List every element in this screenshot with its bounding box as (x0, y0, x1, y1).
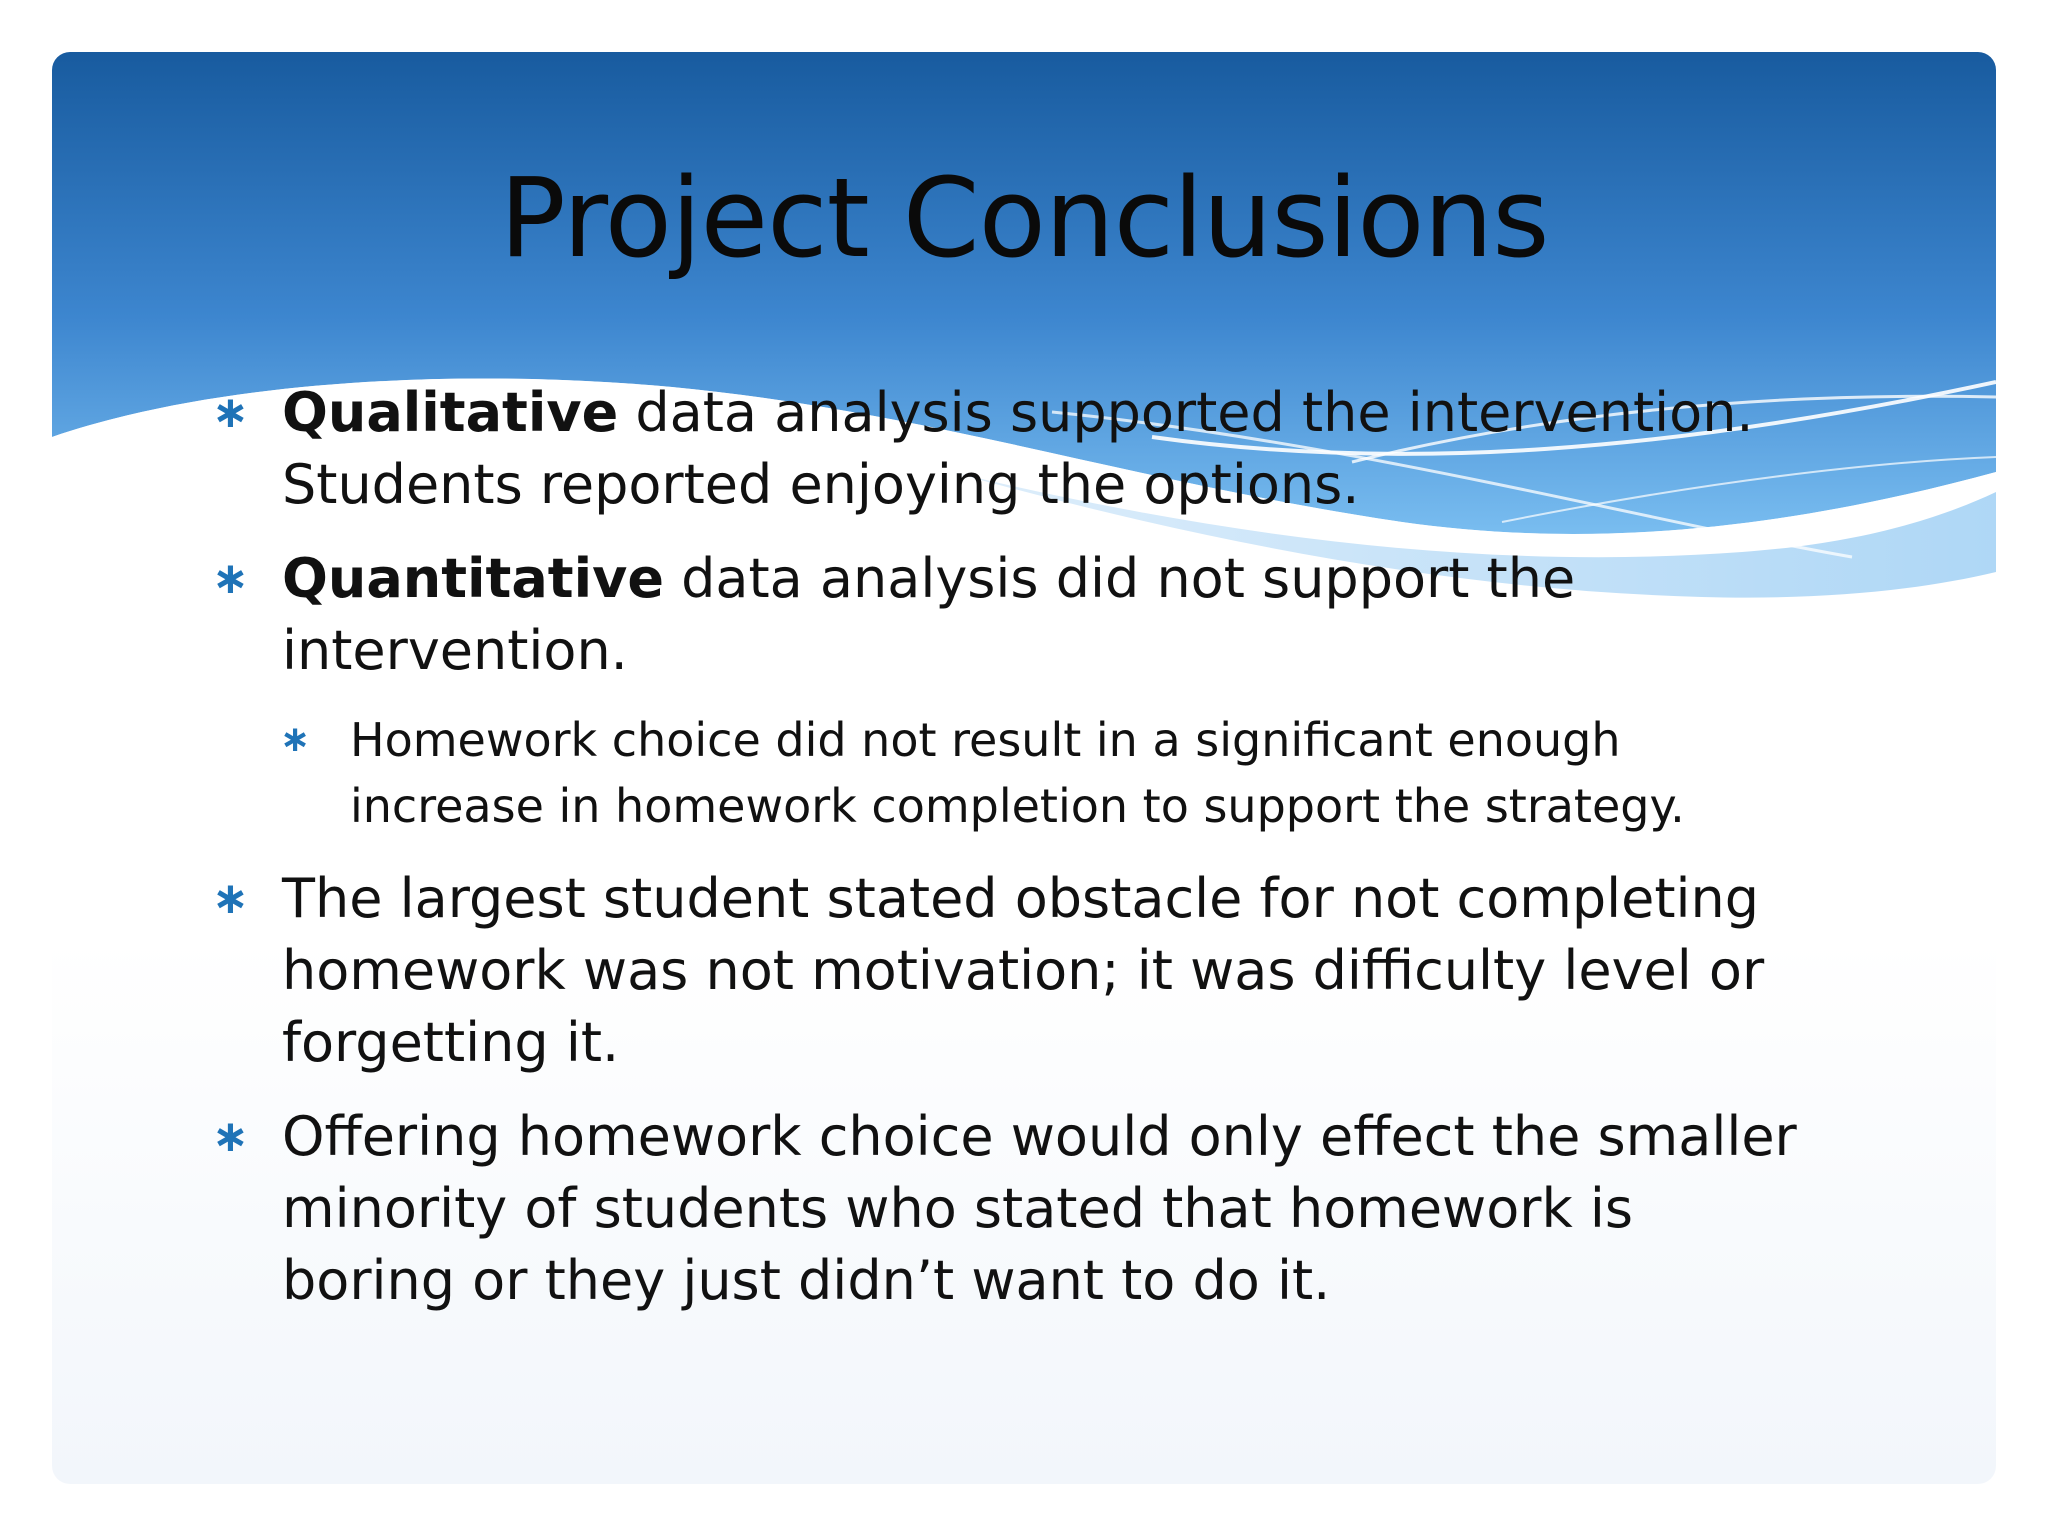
bullet-item-largest-obstacle (212, 863, 1812, 1079)
bullet-asterisk-icon: ∗ (212, 1111, 249, 1162)
bullet-asterisk-icon: ∗ (212, 553, 249, 604)
slide-title: Project Conclusions (499, 154, 1549, 282)
bullet-asterisk-icon: ∗ (212, 873, 249, 924)
bullet-text: data analysis supported the intervention. Students reported enjoying the options. (282, 381, 1754, 516)
bullet-text: The largest student stated obstacle for not completing homework was not motivation; it was difficulty level or forgetting it. (282, 867, 1765, 1074)
bullet-strong-text: Qualitative (282, 381, 619, 444)
bullet-asterisk-icon: ∗ (212, 387, 249, 438)
bullet-list (212, 377, 1812, 1339)
bullet-item-offering-choice (212, 1101, 1812, 1317)
bullet-asterisk-icon: ∗ (280, 719, 311, 760)
bullet-text: Offering homework choice would only effect the smaller minority of students who stated that homework is boring or they just didn’t want to do it. (282, 1105, 1797, 1312)
bullet-strong-text: Quantitative (282, 547, 664, 610)
slide (52, 52, 1996, 1484)
sub-bullet-item-homework-choice (212, 707, 1812, 839)
bullet-text: Homework choice did not result in a significant enough increase in homework completion to support the strategy. (350, 713, 1685, 833)
bullet-item-qualitative (212, 377, 1812, 521)
bullet-text: data analysis did not support the intervention. (282, 547, 1576, 682)
bullet-item-quantitative (212, 543, 1812, 687)
